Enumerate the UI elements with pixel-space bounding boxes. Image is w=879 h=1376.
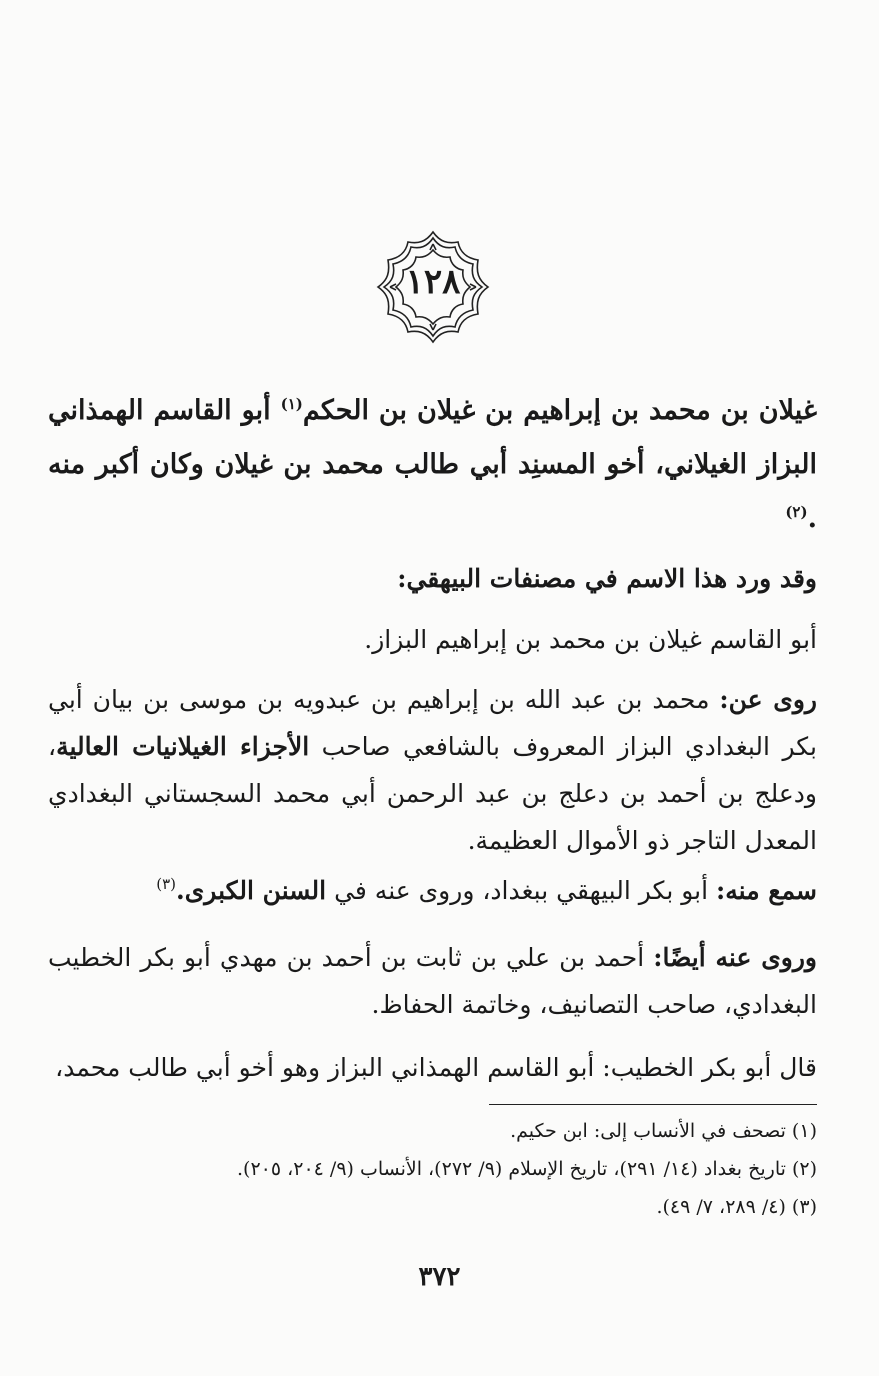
label-rawa-an: روى عن:	[719, 685, 817, 714]
paragraph-qala: قال أبو بكر الخطيب: أبو القاسم الهمذاني البزاز وهو أخو أبي طالب محمد،	[55, 1053, 817, 1082]
rawa-an-text-2: ، ودعلج بن أحمد بن دعلج بن عبد الرحمن أبي محمد السجستاني البغدادي المعدل التاجر ذو الأموال العظيمة.	[48, 732, 817, 855]
footnote-ref-1: (١)	[280, 395, 303, 413]
book-title-ghaylaniyat: الأجزاء الغيلانيات العالية	[56, 732, 310, 761]
heading-name: غيلان بن محمد بن إبراهيم بن غيلان بن الحكم	[302, 395, 817, 426]
rawa-an-text-1: محمد بن عبد الله بن إبراهيم بن عبدويه بن موسى بن بيان أبي بكر البغدادي البزاز المعروف بالشافعي صاحب	[48, 685, 817, 761]
heading-description: أبو القاسم الهمذاني البزاز الغيلاني، أخو المسنِد أبي طالب محمد بن غيلان وكان أكبر منه .	[48, 395, 817, 534]
footnote-3: (٣) (٤/ ٢٨٩، ٧/ ٤٩).	[656, 1196, 817, 1218]
footnote-2: (٢) تاريخ بغداد (١٤/ ٢٩١)، تاريخ الإسلام (٩/ ٢٧٢)، الأنساب (٩/ ٢٠٤، ٢٠٥).	[236, 1158, 817, 1180]
paragraph-rawa-an	[48, 676, 817, 864]
rawa-anhu-text: أحمد بن علي بن ثابت بن أحمد بن مهدي أبو بكر الخطيب البغدادي، صاحب التصانيف، وخاتمة الحفاظ.	[48, 943, 817, 1019]
footnote-1: (١) تصحف في الأنساب إلى: ابن حكيم.	[510, 1120, 817, 1142]
footnote-ref-3: (٣)	[156, 875, 176, 893]
page-number: ٣٧٢	[418, 1262, 461, 1292]
name-line: أبو القاسم غيلان بن محمد بن إبراهيم البزاز.	[364, 625, 817, 654]
subheading: وقد ورد هذا الاسم في مصنفات البيهقي:	[397, 564, 817, 593]
paragraph-samia-minhu	[48, 868, 817, 914]
footnote-ref-2: (٢)	[785, 503, 808, 521]
label-rawa-anhu: وروى عنه أيضًا:	[653, 943, 817, 972]
footnote-divider	[489, 1104, 817, 1105]
paragraph-rawa-anhu	[48, 934, 817, 1028]
book-title-sunan: السنن الكبرى.	[176, 876, 327, 905]
entry-heading	[48, 384, 817, 546]
label-samia-minhu: سمع منه:	[716, 876, 817, 905]
entry-number: ١٢٨	[405, 262, 461, 302]
samia-minhu-text: أبو بكر البيهقي ببغداد، وروى عنه في	[326, 876, 717, 905]
